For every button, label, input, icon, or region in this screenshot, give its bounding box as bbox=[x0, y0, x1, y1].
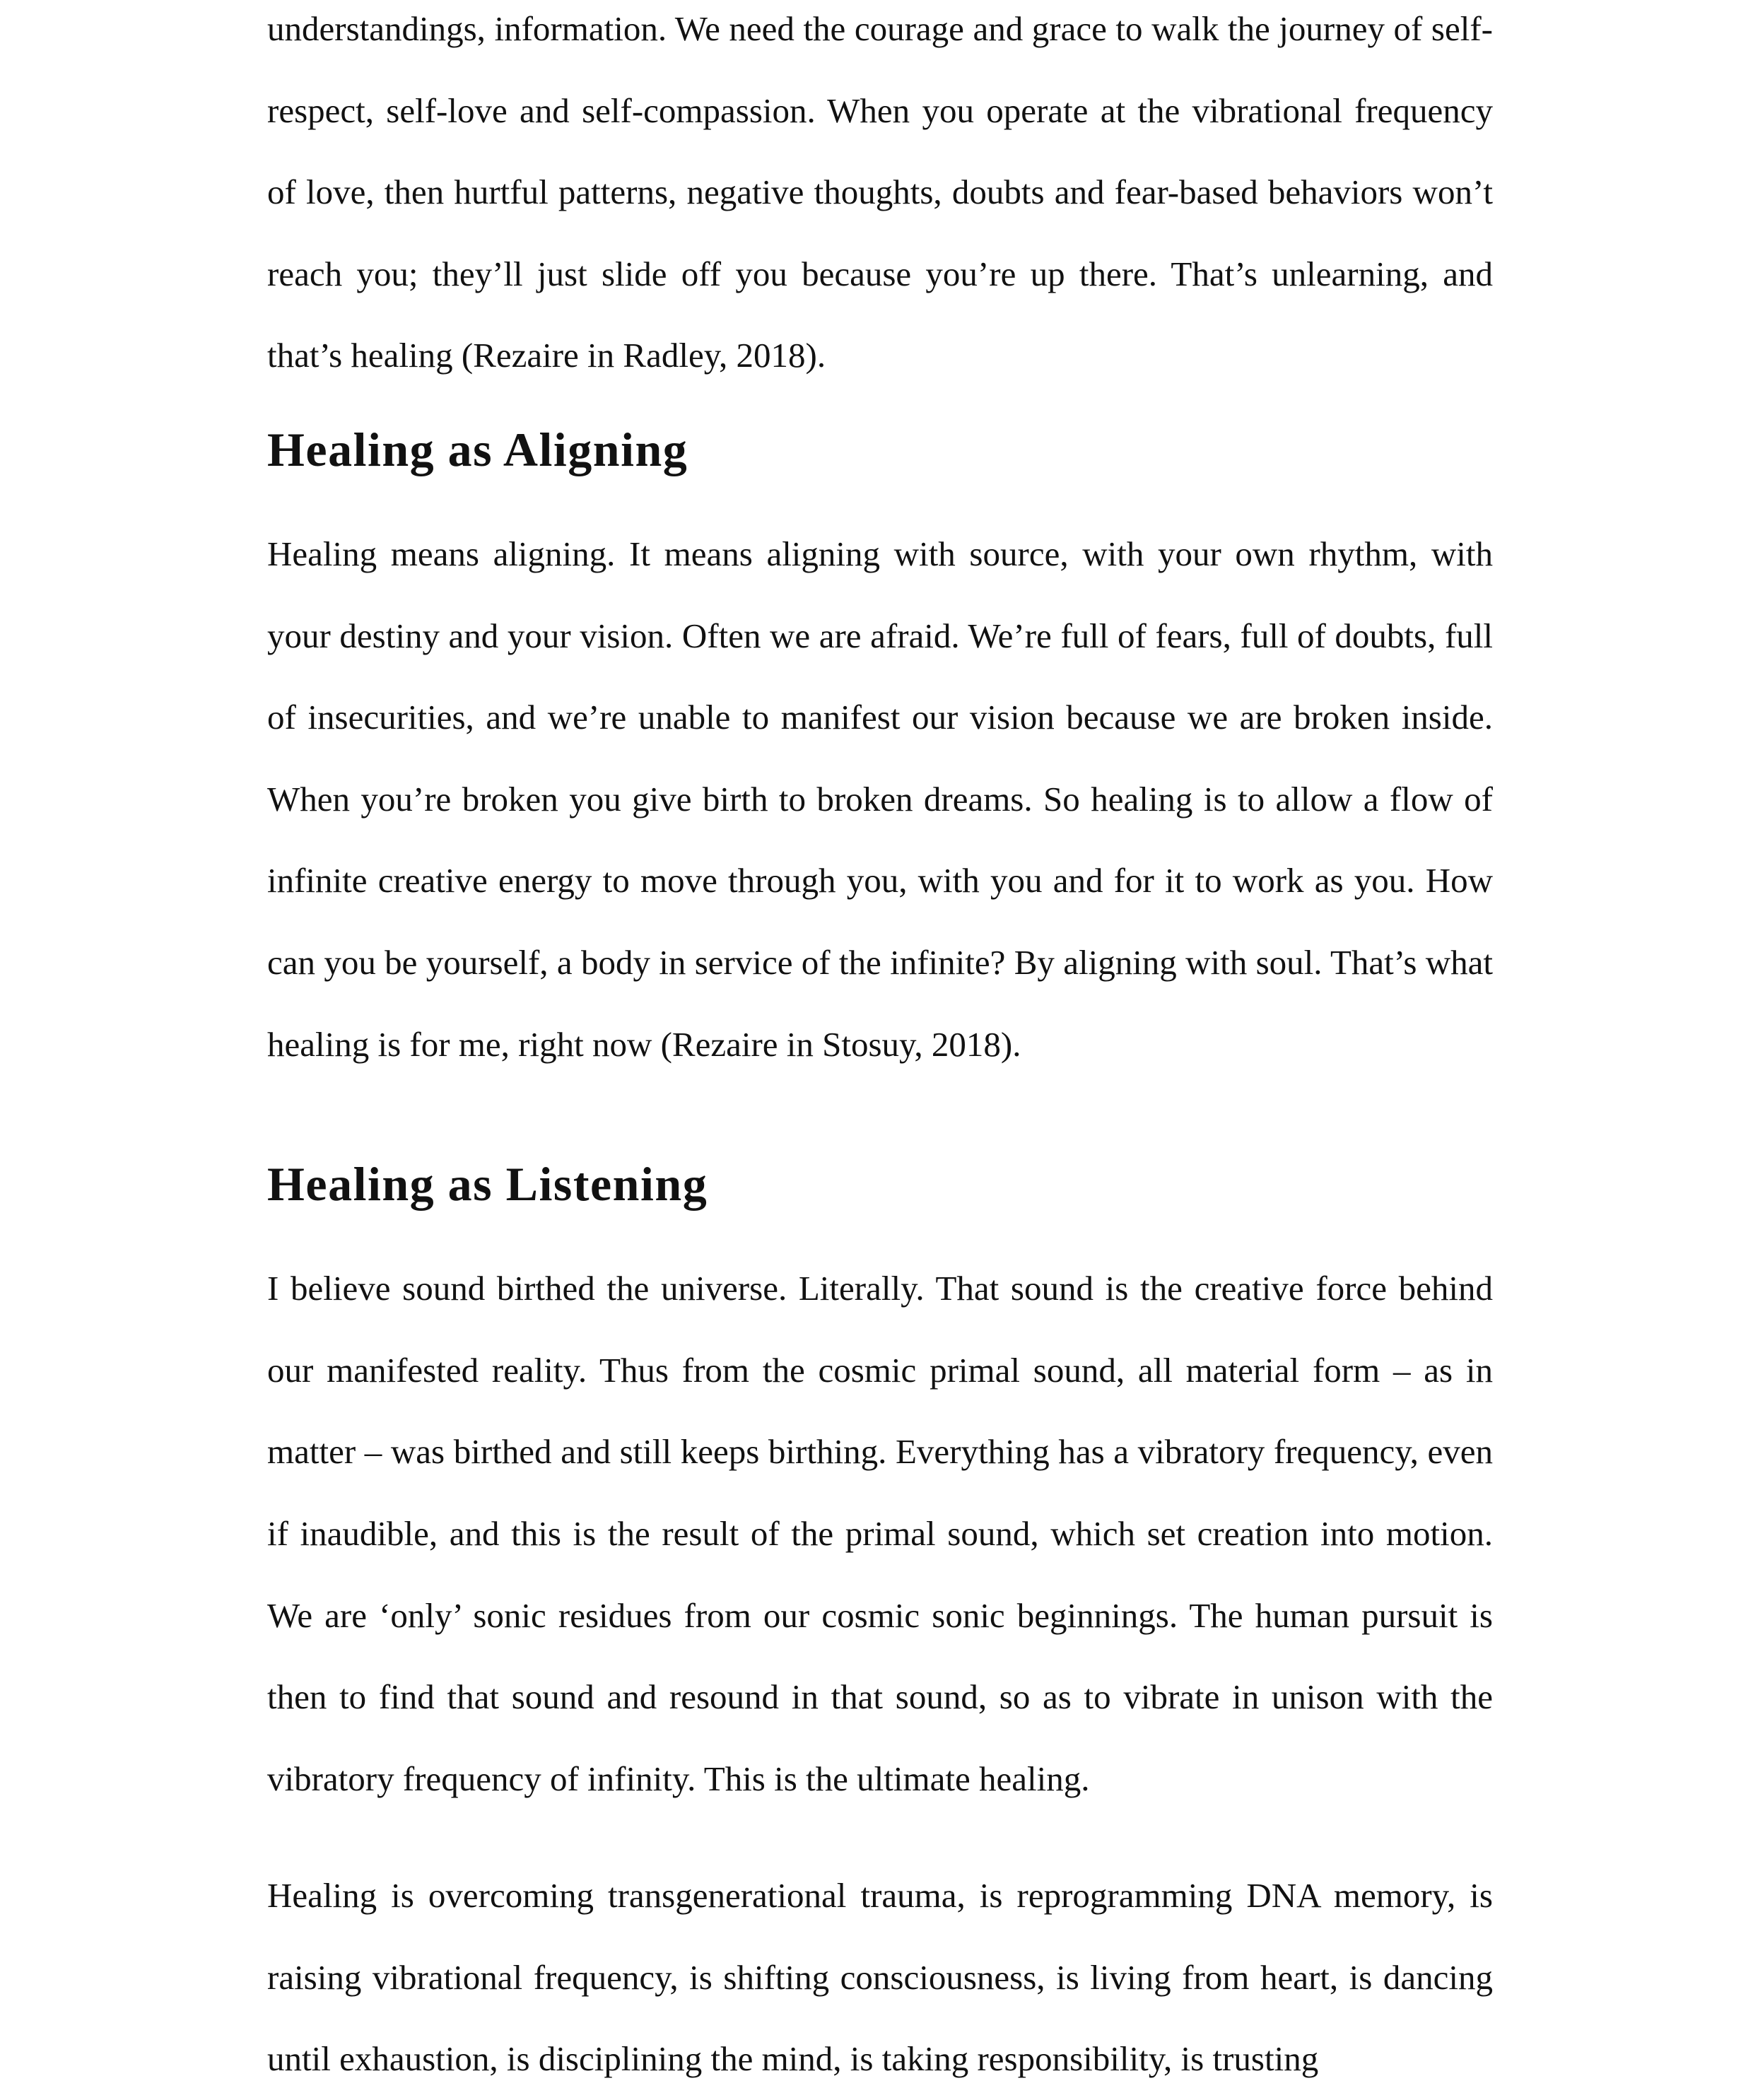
page-content bbox=[267, 0, 1493, 2100]
paragraph-continued: understandings, information. We need the courage and grace to walk the journey of self-respect, self-love and self-compassion. When you operate at the vibrational frequency of love, then hurtful patterns, negative thoughts, doubts and fear-based behaviors won’t reach you; they’ll just slide off you because you’re up there. That’s unlearning, and that’s healing (Rezaire in Radley, 2018). bbox=[267, 9, 1493, 375]
paragraph-listening-healing: Healing is overcoming transgenerational trauma, is reprogramming DNA memory, is raising vibrational frequency, is shifting consciousness, is living from heart, is dancing until exhaustion, is disciplining the mind, is taking responsibility, is trusting bbox=[267, 1876, 1493, 2079]
section-heading-aligning: Healing as Aligning bbox=[267, 422, 688, 476]
section-heading-listening: Healing as Listening bbox=[267, 1157, 708, 1212]
paragraph-listening-sound: I believe sound birthed the universe. Literally. That sound is the creative force behind our manifested reality. Thus from the cosmic primal sound, all material form – as in matter – was birthed and still keeps birthing. Everything has a vibratory frequency, even if inaudible, and this is the result of the primal sound, which set creation into motion. We are ‘only’ sonic residues from our cosmic sonic beginnings. The human pursuit is then to find that sound and resound in that sound, so as to vibrate in unison with the vibratory frequency of infinity. This is the ultimate healing. bbox=[267, 1269, 1493, 1798]
paragraph-aligning: Healing means aligning. It means aligning with source, with your own rhythm, with your destiny and your vision. Often we are afraid. We’re full of fears, full of doubts, full of insecurities, and we’re unable to manifest our vision because we are broken inside. When you’re broken you give birth to broken dreams. So healing is to allow a flow of infinite creative energy to move through you, with you and for it to work as you. How can you be yourself, a body in service of the infinite? By aligning with soul. That’s what healing is for me, right now (Rezaire in Stosuy, 2018). bbox=[267, 534, 1493, 1064]
